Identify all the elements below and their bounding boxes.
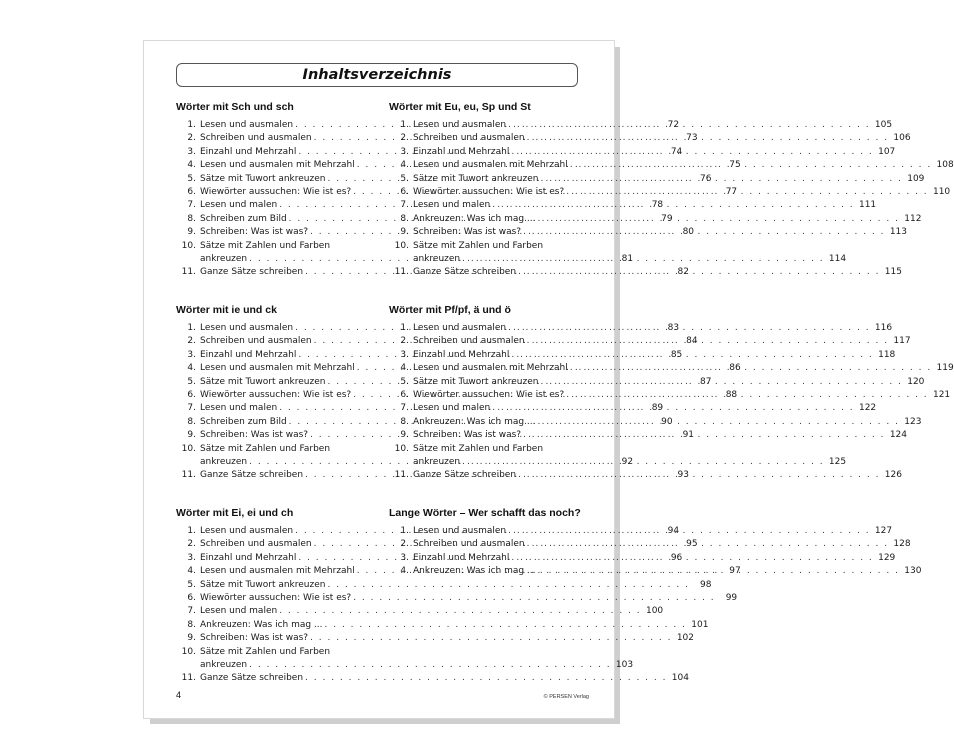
leader-dots [462,456,824,469]
entry-page-number: 99 [725,593,738,604]
leader-dots [527,335,889,348]
entry-number: 1. [187,526,196,536]
entry-title: ankreuzen [200,254,248,265]
entry-title: Lesen und ausmalen [200,323,294,333]
entry-title: Einzahl und Mehrzahl [200,349,297,360]
entry-title: Ganze Sätze schreiben [200,673,304,684]
entry-number: 9. [187,430,196,441]
section-heading: Lange Wörter – Wer schafft das noch? [389,507,581,519]
entry-number: 1. [187,120,196,130]
entry-page-number: 83 [667,323,680,333]
entry-title: Lesen und ausmalen mit Mehrzahl [413,160,568,171]
entry-page-number: 73 [686,133,698,144]
entry-title: Ganze Sätze schreiben [413,470,517,481]
entry-title: Lesen und ausmalen [200,120,294,130]
entry-title: Sätze mit Zahlen und Farben [413,240,544,251]
entry-number: 2. [187,133,196,144]
entry-number: 7. [187,200,196,211]
leader-dots [540,173,902,186]
entry-title: Schreiben: Was ist was? [200,430,309,441]
entry-page-number: 86 [729,363,741,374]
entry-title: Lesen und malen [413,403,491,414]
leader-dots [511,552,873,565]
entry-number: 4. [187,160,196,171]
leader-dots [508,119,870,132]
toc-entry[interactable] [176,173,712,186]
publisher-credit: © PERSEN Verlag [543,694,589,700]
entry-number: 4. [400,566,409,577]
entry-number: 7. [187,403,196,414]
toc-entry[interactable] [176,646,634,673]
entry-title: Sätze mit Tuwort ankreuzen [413,376,539,387]
entry-number: 3. [187,146,196,157]
entry-page-number: 79 [661,213,673,224]
entry-number: 2. [400,539,409,550]
toc-entry[interactable] [176,605,664,618]
toc-entry[interactable] [176,362,741,375]
entry-page-number: 128 [893,539,911,550]
entry-number: 11. [181,673,196,684]
toc-entry[interactable] [176,159,741,172]
entry-title: Lesen und ausmalen [200,526,294,536]
entry-title: Lesen und ausmalen mit Mehrzahl [200,160,355,171]
entry-number: 7. [400,403,409,414]
entry-number: 2. [400,133,409,144]
toc-entry[interactable] [176,443,634,470]
entry-page-number: 75 [729,160,741,171]
entry-title: Lesen und malen [413,200,491,211]
section-heading: Wörter mit Pf/pf, ä und ö [389,304,511,316]
entry-title: Schreiben und ausmalen [413,539,525,550]
entry-number: 2. [187,539,196,550]
entry-number: 5. [187,579,196,590]
entry-title: Sätze mit Tuwort ankreuzen [413,173,539,184]
entry-number: 10. [181,443,196,454]
toc-entry[interactable] [176,266,689,279]
entry-title: Sätze mit Tuwort ankreuzen [200,579,326,590]
entry-page-number: 105 [874,120,893,130]
leader-dots [511,146,873,159]
entry-title: Wiewörter aussuchen: Wie ist es? [413,390,565,401]
entry-title: Einzahl und Mehrzahl [413,552,510,563]
entry-title: ankreuzen [200,457,248,468]
toc-entry[interactable] [176,322,680,335]
leader-dots [508,525,870,538]
toc-entry[interactable] [176,186,738,199]
entry-page-number: 93 [677,470,689,481]
entry-title: Schreiben und ausmalen [200,133,312,144]
leader-dots [527,538,889,551]
entry-page-number: 121 [932,390,951,401]
entry-number: 4. [187,363,196,374]
entry-title: Lesen und ausmalen mit Mehrzahl [200,363,355,374]
entry-page-number: 123 [904,416,922,427]
leader-dots [325,619,687,632]
entry-title: Schreiben und ausmalen [413,336,525,347]
leader-dots [570,159,932,172]
section-heading: Wörter mit Eu, eu, Sp und St [389,101,531,113]
entry-page-number: 112 [904,213,922,224]
entry-number: 6. [187,390,196,401]
entry-number: 1. [400,526,409,536]
entry-page-number: 92 [621,457,634,468]
entry-title: Einzahl und Mehrzahl [413,349,510,360]
entry-page-number: 87 [699,376,712,387]
entry-title: ankreuzen [413,254,461,265]
entry-title: Schreiben und ausmalen [200,336,312,347]
entry-number: 3. [400,552,409,563]
entry-number: 5. [187,376,196,387]
entry-page-number: 81 [621,254,634,265]
toc-entry[interactable] [176,469,689,482]
entry-page-number: 124 [889,430,908,441]
entry-number: 2. [400,336,409,347]
entry-number: 3. [400,349,409,360]
entry-number: 10. [181,240,196,251]
entry-title: Schreiben: Was ist was? [413,227,522,238]
entry-title: ankreuzen [200,660,248,671]
entry-number: 11. [181,267,196,278]
leader-dots [523,429,885,442]
toc-entry[interactable] [176,525,680,538]
toc-entry[interactable] [176,429,695,442]
toc-entry[interactable] [176,619,709,632]
leader-dots [538,213,900,226]
entry-number: 11. [394,470,409,481]
leader-dots [538,565,900,578]
toc-entry[interactable] [176,552,683,565]
entry-page-number: 120 [907,376,925,387]
entry-title: Sätze mit Zahlen und Farben [200,646,331,657]
entry-title: Lesen und ausmalen [413,323,507,333]
entry-page-number: 102 [676,633,695,644]
leader-dots [518,266,880,279]
toc-entry[interactable] [176,226,695,239]
entry-title: Sätze mit Zahlen und Farben [413,443,544,454]
entry-number: 6. [400,187,409,198]
entry-page-number: 104 [671,673,689,684]
entry-page-number: 115 [884,267,902,278]
entry-page-number: 98 [699,579,712,590]
entry-title: Lesen und ausmalen [413,526,507,536]
leader-dots [518,469,880,482]
entry-title: Wiewörter aussuchen: Wie ist es? [200,390,352,401]
leader-dots [538,416,900,429]
entry-number: 1. [400,323,409,333]
entry-number: 4. [187,566,196,577]
entry-number: 5. [187,173,196,184]
entry-page-number: 76 [699,173,712,184]
entry-title: Lesen und malen [200,200,278,211]
entry-page-number: 85 [670,349,683,360]
entry-number: 5. [400,173,409,184]
toc-entry[interactable] [176,402,664,415]
section-heading: Wörter mit Sch und sch [176,101,294,113]
entry-title: Schreiben zum Bild [200,213,287,224]
entry-title: Einzahl und Mehrzahl [200,552,297,563]
toc-entry[interactable] [176,538,698,551]
leader-dots [492,199,854,212]
entry-page-number: 89 [651,403,664,414]
leader-dots [279,605,641,618]
entry-page-number: 95 [686,539,698,550]
entry-page-number: 119 [936,363,954,374]
entry-title: Ankreuzen: Was ich mag ... [200,619,323,630]
entry-number: 10. [394,240,409,251]
entry-number: 11. [181,470,196,481]
entry-title: Sätze mit Zahlen und Farben [200,443,331,454]
entry-number: 7. [400,200,409,211]
leader-dots [462,253,824,266]
entry-page-number: 88 [725,390,738,401]
entry-number: 6. [187,187,196,198]
toc-entry[interactable] [176,592,738,605]
entry-page-number: 80 [682,227,695,238]
entry-title: Lesen und ausmalen mit Mehrzahl [413,363,568,374]
entry-page-number: 91 [682,430,695,441]
entry-title: Schreiben: Was ist was? [413,430,522,441]
document-page [143,40,954,719]
entry-title: Ganze Sätze schreiben [200,470,304,481]
leader-dots [508,322,870,335]
entry-title: Ankreuzen: Was ich mag ... [413,566,536,577]
leader-dots [540,376,902,389]
leader-dots [327,579,689,592]
entry-number: 3. [187,349,196,360]
entry-title: Schreiben: Was ist was? [200,227,309,238]
entry-page-number: 129 [878,552,896,563]
entry-title: Ankreuzen: Was ich mag ... [413,213,536,224]
entry-page-number: 72 [667,120,680,130]
entry-page-number: 122 [858,403,877,414]
entry-number: 9. [187,227,196,238]
toc-entry[interactable] [176,146,683,159]
entry-title: Schreiben zum Bild [200,416,287,427]
entry-title: Wiewörter aussuchen: Wie ist es? [413,187,565,198]
entry-number: 1. [400,120,409,130]
toc-entry[interactable] [176,579,712,592]
entry-page-number: 116 [874,323,893,333]
entry-number: 2. [187,336,196,347]
entry-page-number: 118 [878,349,896,360]
entry-page-number: 96 [670,552,683,563]
entry-page-number: 109 [907,173,925,184]
toc-entry[interactable] [176,132,698,145]
entry-page-number: 106 [893,133,911,144]
entry-number: 8. [187,213,196,224]
entry-number: 9. [187,633,196,644]
entry-title: Wiewörter aussuchen: Wie ist es? [200,593,352,604]
entry-page-number: 90 [661,416,673,427]
entry-page-number: 126 [884,470,902,481]
leader-dots [570,362,932,375]
entry-title: Schreiben und ausmalen [413,133,525,144]
entry-page-number: 110 [932,187,951,198]
toc-entry[interactable] [176,632,695,645]
toc-entry[interactable] [176,335,698,348]
entry-title: Lesen und ausmalen [413,120,507,130]
title-box [176,63,578,87]
section-heading: Wörter mit Ei, ei und ch [176,507,294,519]
page-number: 4 [176,690,182,700]
leader-dots [310,632,672,645]
entry-title: Wiewörter aussuchen: Wie ist es? [200,187,352,198]
leader-dots [527,132,889,145]
leader-dots [353,592,715,605]
toc-entry[interactable] [176,376,712,389]
leader-dots [566,186,928,199]
toc-entry[interactable] [176,389,738,402]
toc-entry[interactable] [176,119,680,132]
entry-number: 8. [400,416,409,427]
entry-number: 3. [187,552,196,563]
entry-number: 10. [394,443,409,454]
entry-number: 6. [400,390,409,401]
entry-number: 8. [187,416,196,427]
entry-title: Schreiben und ausmalen [200,539,312,550]
entry-title: Ankreuzen: Was ich mag ... [413,416,536,427]
entry-title: Lesen und ausmalen mit Mehrzahl [200,566,355,577]
entry-title: Schreiben: Was ist was? [200,633,309,644]
entry-page-number: 113 [889,227,908,238]
leader-dots [249,659,611,672]
entry-page-number: 103 [615,660,634,671]
entry-page-number: 114 [828,254,847,265]
entry-title: Sätze mit Tuwort ankreuzen [200,376,326,387]
entry-page-number: 127 [874,526,893,536]
entry-number: 4. [400,160,409,171]
entry-number: 11. [394,267,409,278]
entry-page-number: 101 [691,619,709,630]
entry-title: ankreuzen [413,457,461,468]
toc-entry[interactable] [176,349,683,362]
leader-dots [492,402,854,415]
entry-title: Sätze mit Tuwort ankreuzen [200,173,326,184]
entry-number: 10. [181,646,196,657]
entry-number: 1. [187,323,196,333]
entry-page-number: 100 [645,606,664,617]
entry-page-number: 82 [677,267,689,278]
entry-number: 8. [187,619,196,630]
page-title: Inhaltsverzeichnis [302,67,452,83]
entry-title: Ganze Sätze schreiben [413,267,517,278]
entry-title: Lesen und malen [200,403,278,414]
entry-title: Einzahl und Mehrzahl [200,146,297,157]
entry-page-number: 97 [729,566,741,577]
entry-page-number: 84 [686,336,698,347]
entry-number: 3. [400,146,409,157]
section-heading: Wörter mit ie und ck [176,304,277,316]
entry-number: 5. [400,376,409,387]
entry-page-number: 74 [670,146,683,157]
entry-title: Einzahl und Mehrzahl [413,146,510,157]
entry-title: Ganze Sätze schreiben [200,267,304,278]
entry-number: 8. [400,213,409,224]
entry-number: 7. [187,606,196,617]
entry-page-number: 125 [828,457,847,468]
leader-dots [566,389,928,402]
entry-page-number: 78 [651,200,664,211]
entry-title: Lesen und malen [200,606,278,617]
toc-entry[interactable] [176,240,634,267]
entry-page-number: 94 [667,526,680,536]
leader-dots [511,349,873,362]
leader-dots [523,226,885,239]
toc-entry[interactable] [176,199,664,212]
leader-dots [305,672,667,685]
entry-title: Sätze mit Zahlen und Farben [200,240,331,251]
entry-page-number: 117 [893,336,911,347]
entry-page-number: 77 [725,187,738,198]
toc-entry[interactable] [176,672,689,685]
entry-number: 9. [400,227,409,238]
entry-page-number: 130 [904,566,922,577]
entry-page-number: 108 [936,160,954,171]
entry-page-number: 107 [878,146,896,157]
entry-number: 4. [400,363,409,374]
entry-number: 9. [400,430,409,441]
entry-page-number: 111 [858,200,877,211]
entry-number: 6. [187,593,196,604]
